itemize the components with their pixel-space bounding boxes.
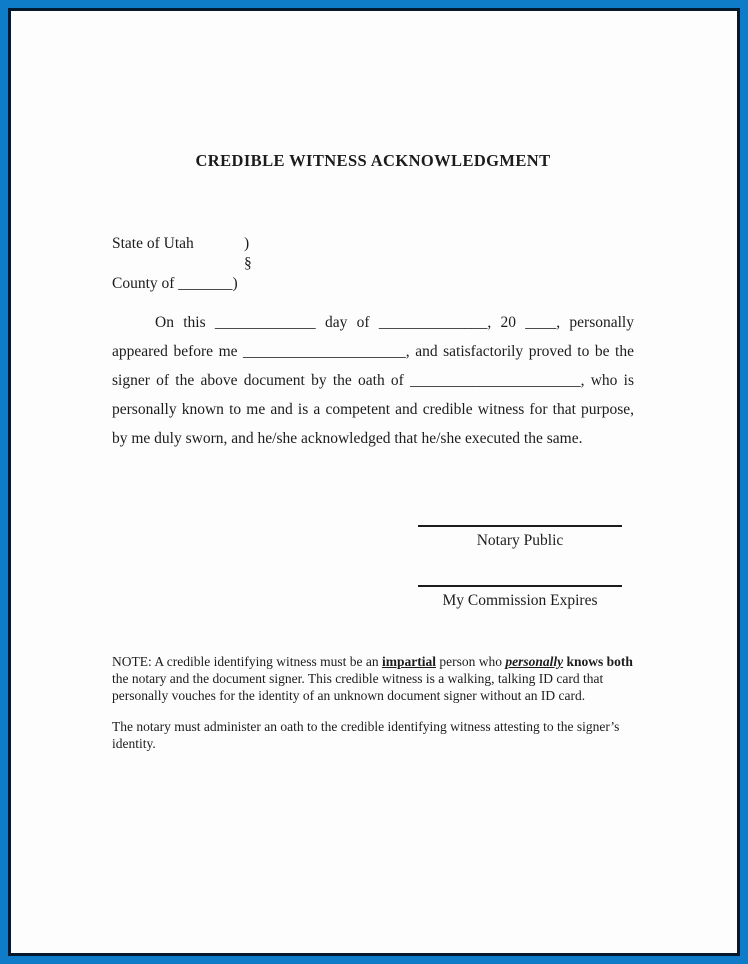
oath-note-paragraph: The notary must administer an oath to the credible identifying witness attesting to the signer’s identity. [112, 719, 620, 751]
venue-state-row [112, 234, 634, 254]
notary-public-label: Notary Public [476, 532, 564, 549]
note-paragraph [112, 653, 634, 704]
signature-block [418, 525, 622, 611]
page-inner-border [8, 8, 740, 956]
venue-county-label: County of _______) [112, 275, 238, 292]
document-title: CREDIBLE WITNESS ACKNOWLEDGMENT [195, 151, 551, 170]
commission-expires-label: My Commission Expires [442, 592, 598, 609]
note-segment: person who [435, 654, 506, 669]
page-content [11, 11, 737, 752]
venue-section-row [112, 254, 634, 274]
acknowledgment-paragraph: On this _____________ day of ______________, 20 ____, personally appeared before me _____________________, and satisfactorily proved to be the signer of the above document by the oath of ______________________, who is personally known to me and is a competent and credible witness for that purpose, by me duly sworn, and he/she acknowledged that he/she executed the same. [112, 314, 634, 447]
note-segment: personally [505, 654, 564, 669]
note-segment: impartial [381, 654, 436, 669]
venue-county-row [112, 274, 634, 294]
note-segment: NOTE: A credible identifying witness must be an [112, 654, 382, 669]
venue-state-paren: ) [244, 235, 250, 252]
venue-state-label: State of Utah [112, 235, 194, 252]
note-segment: the notary and the document signer. This credible witness is a walking, talking ID card that personally vouches for the identity of an unknown document signer without an ID card. [112, 671, 604, 703]
venue-spacer [112, 254, 244, 274]
venue-section-symbol: § [244, 255, 252, 272]
note-segment: knows both [566, 654, 633, 669]
venue-block [112, 234, 634, 294]
